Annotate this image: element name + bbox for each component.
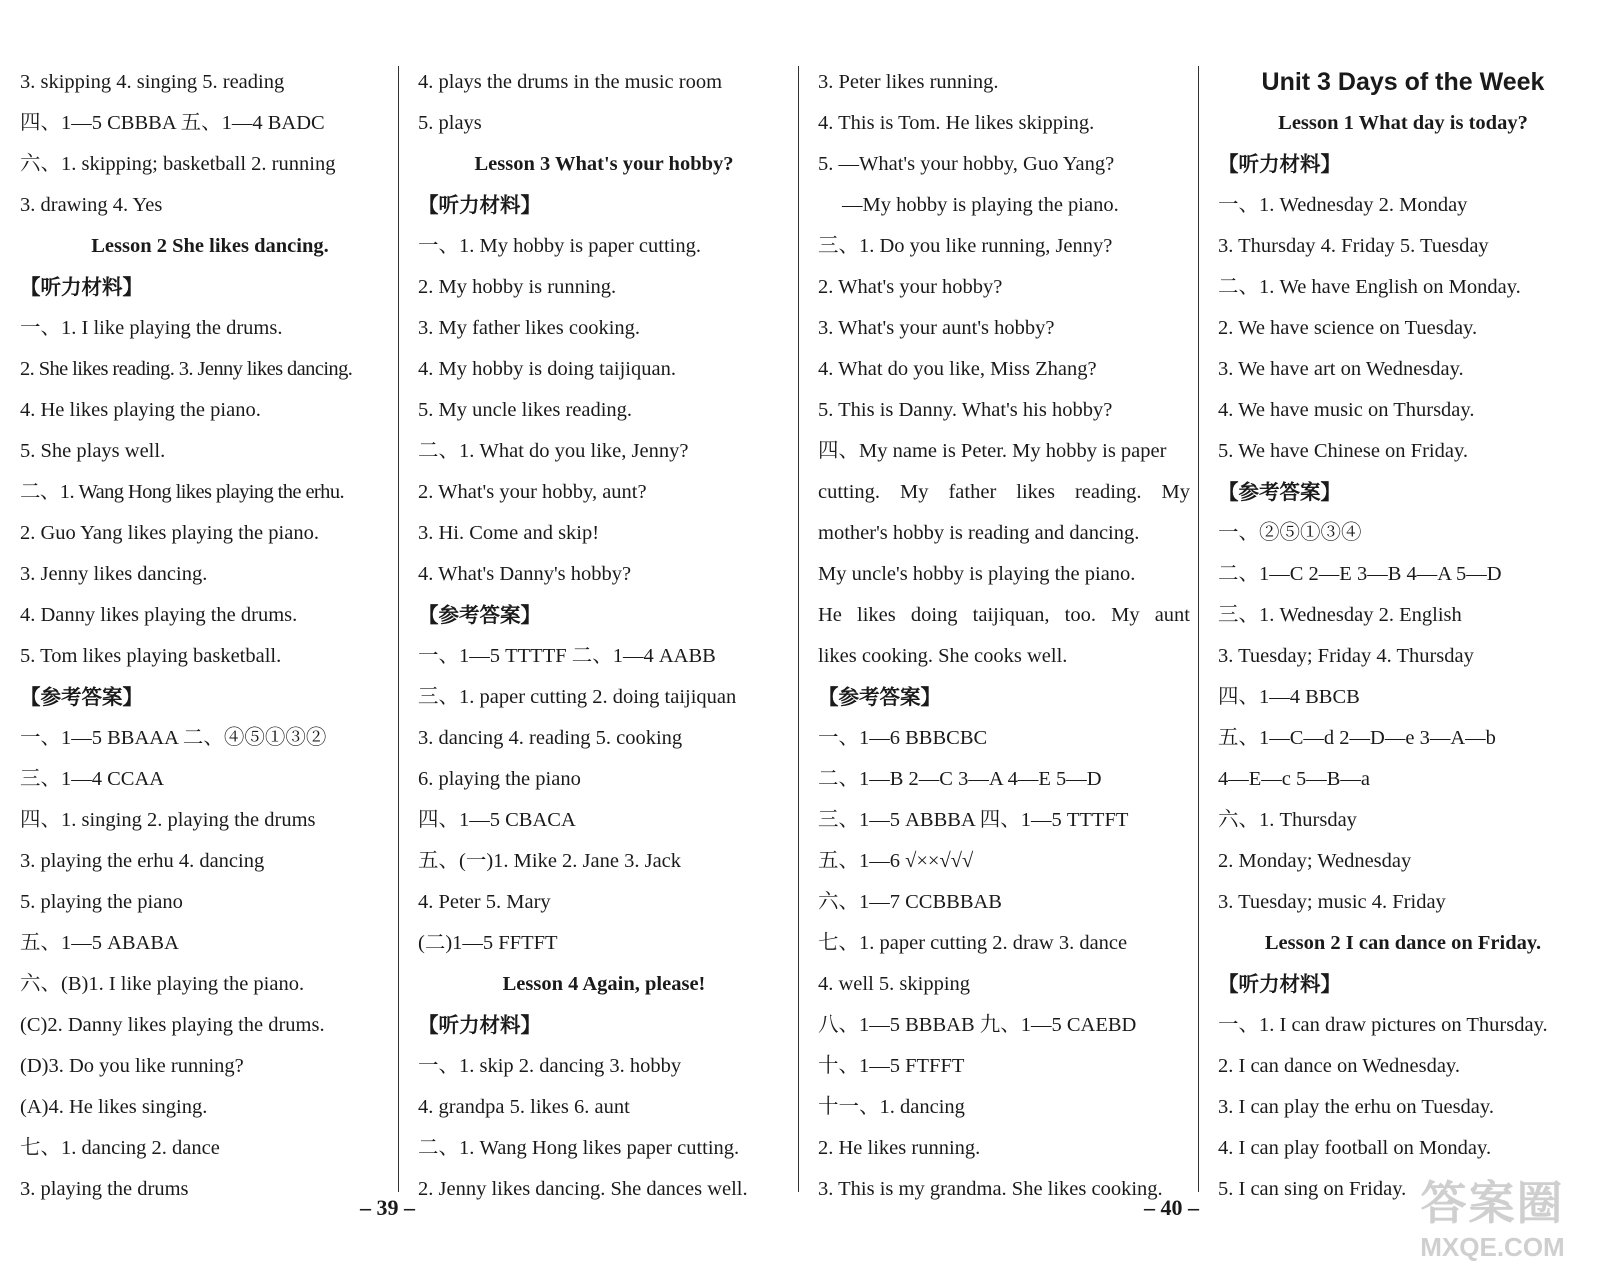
text-line: mother's hobby is reading and dancing.	[818, 522, 1140, 544]
text-line: 4. Danny likes playing the drums.	[20, 604, 298, 626]
text-line: 4. My hobby is doing taijiquan.	[418, 358, 676, 380]
text-line: 二、1. Wang Hong likes playing the erhu.	[20, 481, 344, 503]
text-line: cutting. My father likes reading. My	[818, 481, 1190, 503]
text-line: 一、1. I like playing the drums.	[20, 317, 283, 339]
text-line: 3. Hi. Come and skip!	[418, 522, 600, 544]
text-line: 二、1. What do you like, Jenny?	[418, 440, 689, 462]
column-divider	[398, 66, 399, 1192]
text-line: 5. My uncle likes reading.	[418, 399, 633, 421]
text-line: 6. playing the piano	[418, 768, 581, 790]
text-line: 3. Thursday 4. Friday 5. Tuesday	[1218, 235, 1489, 257]
watermark-text: 答案圈	[1420, 1177, 1565, 1229]
text-line: 3. playing the erhu 4. dancing	[20, 850, 265, 872]
column-1	[20, 62, 400, 1200]
text-line: 5. Tom likes playing basketball.	[20, 645, 282, 667]
text-line: 三、1. Wednesday 2. English	[1218, 604, 1462, 626]
text-line: 2. What's your hobby, aunt?	[418, 481, 647, 503]
text-line: 三、1. Do you like running, Jenny?	[818, 235, 1113, 257]
text-line: 4. What's Danny's hobby?	[418, 563, 632, 585]
text-line: 三、1—5 ABBBA 四、1—5 TTTFT	[818, 809, 1129, 831]
text-line: 一、1. skip 2. dancing 3. hobby	[418, 1055, 682, 1077]
text-line: 4—E—c 5—B—a	[1218, 768, 1371, 790]
text-line: 四、1—4 BBCB	[1218, 686, 1360, 708]
text-line: 3. Tuesday; music 4. Friday	[1218, 891, 1446, 913]
text-line: 六、1—7 CCBBBAB	[818, 891, 1002, 913]
text-line: 二、1. We have English on Monday.	[1218, 276, 1521, 298]
column-divider	[1198, 66, 1199, 1192]
page-number-right: – 40 –	[1144, 1195, 1199, 1220]
section-label: 【参考答案】	[818, 685, 941, 709]
text-line: 3. What's your aunt's hobby?	[818, 317, 1055, 339]
page-divider	[798, 66, 799, 1192]
text-line: He likes doing taijiquan, too. My aunt	[818, 604, 1190, 626]
text-line: 2. I can dance on Wednesday.	[1218, 1055, 1460, 1077]
text-line: 二、1. Wang Hong likes paper cutting.	[418, 1137, 740, 1159]
text-line: 4. grandpa 5. likes 6. aunt	[418, 1096, 630, 1118]
text-line: 4. We have music on Thursday.	[1218, 399, 1475, 421]
text-line: 十一、1. dancing	[818, 1096, 965, 1118]
text-line: 4. He likes playing the piano.	[20, 399, 261, 421]
text-line: 5. —What's your hobby, Guo Yang?	[818, 153, 1115, 175]
text-line: 五、1—C—d 2—D—e 3—A—b	[1218, 727, 1496, 749]
text-line: 3. playing the drums	[20, 1178, 189, 1200]
text-line: 2. Guo Yang likes playing the piano.	[20, 522, 319, 544]
text-line: 5. plays	[418, 112, 482, 134]
text-line: 3. This is my grandma. She likes cooking.	[818, 1178, 1163, 1200]
text-line: 五、1—6 √××√√√	[818, 850, 974, 872]
section-label: 【参考答案】	[1218, 480, 1341, 504]
text-line: 一、1. My hobby is paper cutting.	[418, 235, 701, 257]
text-line: 五、(一)1. Mike 2. Jane 3. Jack	[418, 850, 682, 872]
text-line: 5. I can sing on Friday.	[1218, 1178, 1407, 1200]
lesson-heading: Lesson 2 I can dance on Friday.	[1264, 932, 1542, 954]
unit-title: Unit 3 Days of the Week	[1261, 68, 1545, 96]
text-line: 一、1—5 TTTTF 二、1—4 AABB	[418, 645, 716, 667]
text-line: 六、(B)1. I like playing the piano.	[20, 973, 305, 995]
section-label: 【听力材料】	[418, 193, 541, 217]
text-line: 2. She likes reading. 3. Jenny likes dancing.	[20, 358, 353, 380]
text-line: 四、My name is Peter. My hobby is paper	[818, 440, 1167, 462]
column-4	[1218, 62, 1588, 1200]
lesson-heading: Lesson 3 What's your hobby?	[474, 153, 734, 175]
column-3	[818, 62, 1190, 1200]
text-line: 3. My father likes cooking.	[418, 317, 641, 339]
text-line: 六、1. skipping; basketball 2. running	[20, 153, 336, 175]
text-line: 二、1—C 2—E 3—B 4—A 5—D	[1218, 563, 1502, 585]
text-line: 5. This is Danny. What's his hobby?	[818, 399, 1113, 421]
text-line: 2. We have science on Tuesday.	[1218, 317, 1478, 339]
column-2	[418, 62, 790, 1200]
text-line: —My hobby is playing the piano.	[842, 194, 1119, 216]
text-line: 4. Peter 5. Mary	[418, 891, 551, 913]
text-line: 四、1—5 CBBBA 五、1—4 BADC	[20, 112, 325, 134]
text-line: 2. My hobby is running.	[418, 276, 617, 298]
text-line: (C)2. Danny likes playing the drums.	[20, 1014, 325, 1036]
text-line: 一、②⑤①③④	[1218, 522, 1362, 544]
page-number-left: – 39 –	[360, 1195, 415, 1220]
text-line: 3. drawing 4. Yes	[20, 194, 163, 216]
text-line: 2. Monday; Wednesday	[1218, 850, 1412, 872]
text-line: 4. well 5. skipping	[818, 973, 971, 995]
text-line: 六、1. Thursday	[1218, 809, 1357, 831]
text-line: 3. We have art on Wednesday.	[1218, 358, 1464, 380]
text-line: 5. She plays well.	[20, 440, 166, 462]
text-line: 一、1. I can draw pictures on Thursday.	[1218, 1014, 1548, 1036]
text-line: 一、1. Wednesday 2. Monday	[1218, 194, 1468, 216]
text-line: 七、1. dancing 2. dance	[20, 1137, 220, 1159]
text-line: 3. skipping 4. singing 5. reading	[20, 71, 285, 93]
text-line: 三、1—4 CCAA	[20, 768, 165, 790]
lesson-heading: Lesson 1 What day is today?	[1278, 112, 1528, 134]
text-line: 十、1—5 FTFFT	[818, 1055, 965, 1077]
text-line: 4. plays the drums in the music room	[418, 71, 723, 93]
text-line: 四、1—5 CBACA	[418, 809, 576, 831]
text-line: 七、1. paper cutting 2. draw 3. dance	[818, 932, 1128, 954]
section-label: 【听力材料】	[20, 275, 143, 299]
section-label: 【听力材料】	[1218, 972, 1341, 996]
watermark-logo	[1405, 1174, 1580, 1274]
text-line: 3. Tuesday; Friday 4. Thursday	[1218, 645, 1474, 667]
text-line: 八、1—5 BBBAB 九、1—5 CAEBD	[818, 1014, 1137, 1036]
section-label: 【参考答案】	[20, 685, 143, 709]
text-line: My uncle's hobby is playing the piano.	[818, 563, 1136, 585]
section-label: 【听力材料】	[1218, 152, 1341, 176]
text-line: (A)4. He likes singing.	[20, 1096, 208, 1118]
section-label: 【参考答案】	[418, 603, 541, 627]
section-label: 【听力材料】	[418, 1013, 541, 1037]
text-line: 4. What do you like, Miss Zhang?	[818, 358, 1097, 380]
text-line: 5. playing the piano	[20, 891, 183, 913]
text-line: 2. He likes running.	[818, 1137, 981, 1159]
text-line: 2. What's your hobby?	[818, 276, 1003, 298]
watermark-url: MXQE.COM	[1420, 1232, 1565, 1262]
lesson-heading: Lesson 2 She likes dancing.	[91, 235, 329, 257]
text-line: 一、1—6 BBBCBC	[818, 727, 988, 749]
text-line: (二)1—5 FFTFT	[418, 932, 558, 954]
text-line: likes cooking. She cooks well.	[818, 645, 1068, 667]
text-line: 五、1—5 ABABA	[20, 932, 179, 954]
text-line: 3. Jenny likes dancing.	[20, 563, 208, 585]
text-line: 三、1. paper cutting 2. doing taijiquan	[418, 686, 737, 708]
text-line: 一、1—5 BBAAA 二、④⑤①③②	[20, 727, 327, 749]
text-line: 二、1—B 2—C 3—A 4—E 5—D	[818, 768, 1102, 790]
text-line: 四、1. singing 2. playing the drums	[20, 809, 316, 831]
text-line: 3. Peter likes running.	[818, 71, 999, 93]
text-line: 3. dancing 4. reading 5. cooking	[418, 727, 683, 749]
text-line: 2. Jenny likes dancing. She dances well.	[418, 1178, 748, 1200]
text-line: (D)3. Do you like running?	[20, 1055, 244, 1077]
text-line: 4. This is Tom. He likes skipping.	[818, 112, 1095, 134]
text-line: 4. I can play football on Monday.	[1218, 1137, 1492, 1159]
lesson-heading: Lesson 4 Again, please!	[502, 973, 706, 995]
text-line: 5. We have Chinese on Friday.	[1218, 440, 1468, 462]
text-line: 3. I can play the erhu on Tuesday.	[1218, 1096, 1494, 1118]
